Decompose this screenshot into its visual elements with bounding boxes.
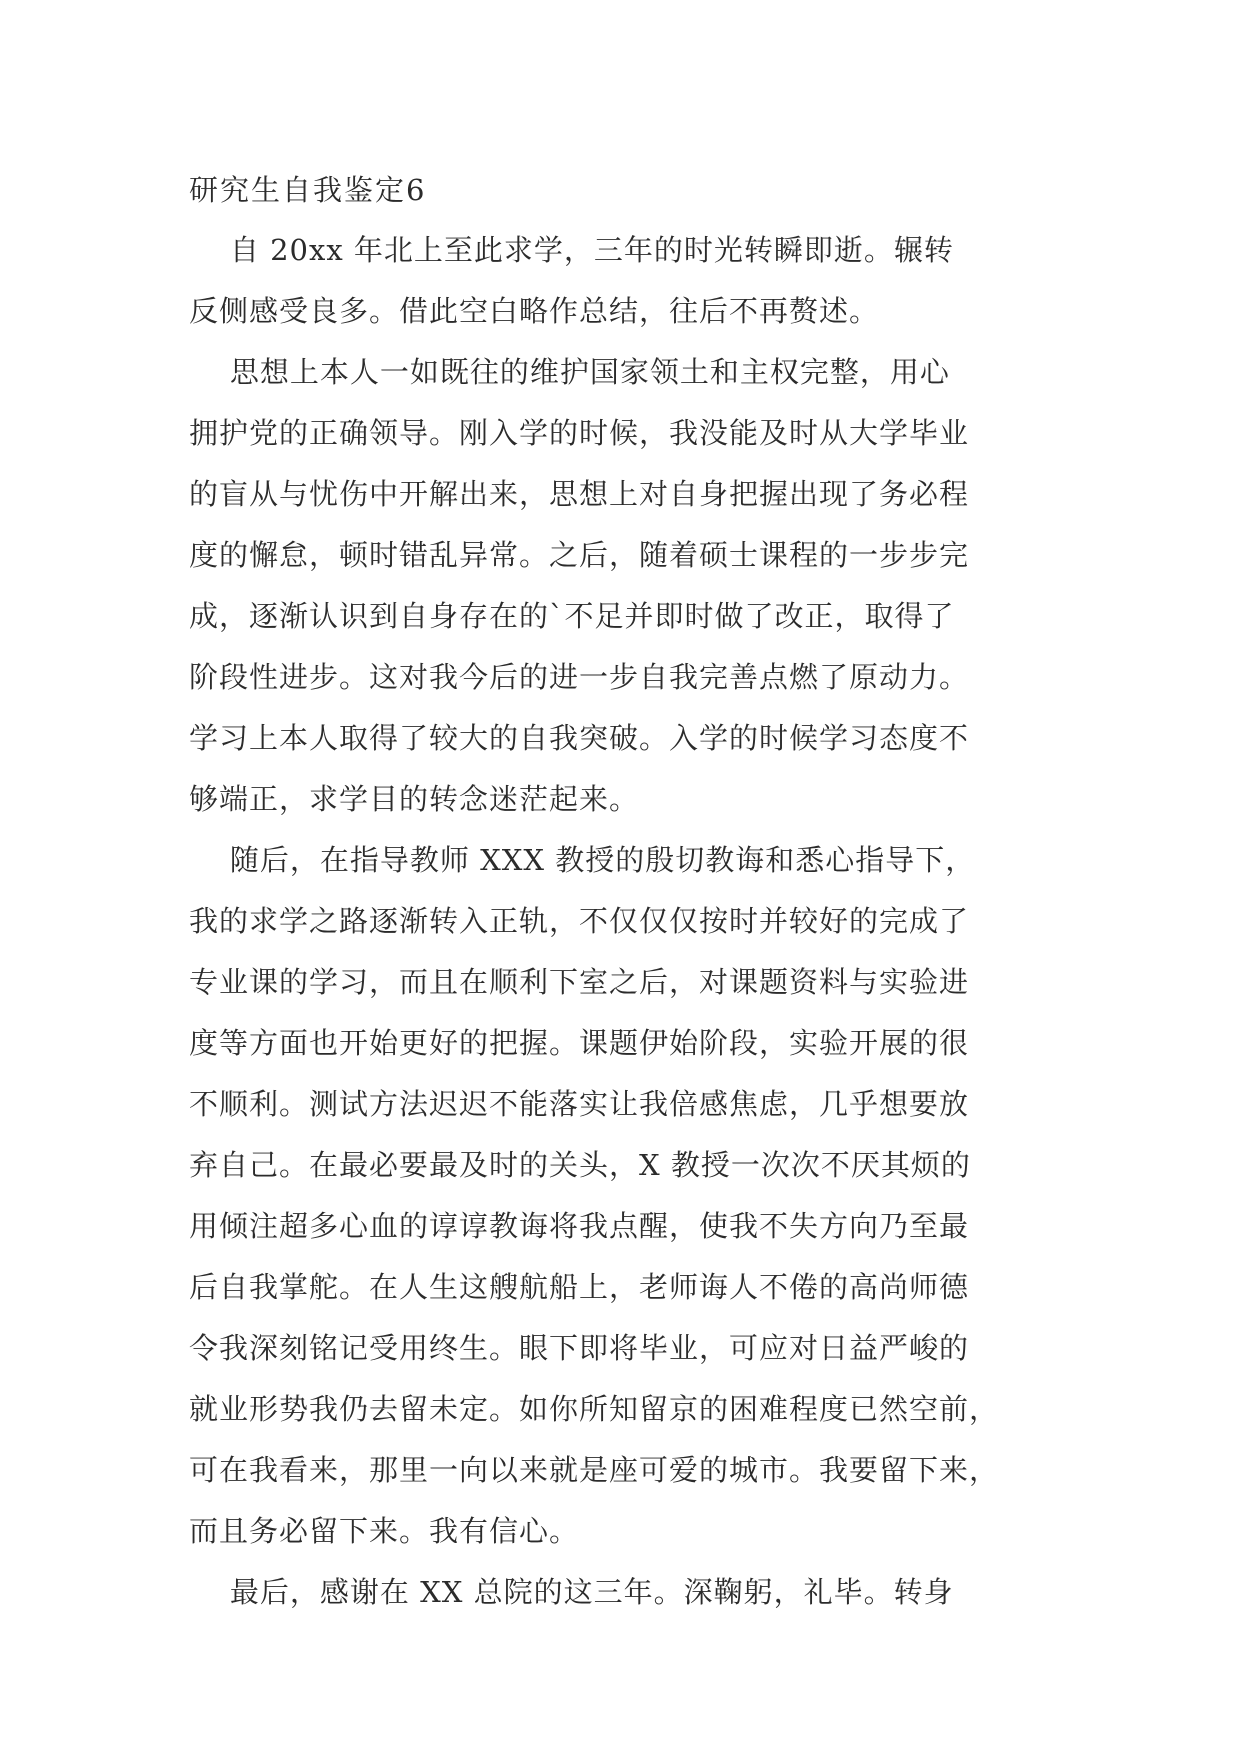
paragraph-line: 够端正，求学目的转念迷茫起来。 — [189, 782, 640, 816]
paragraph-line: 反侧感受良多。借此空白略作总结，往后不再赘述。 — [189, 294, 880, 328]
paragraph-line: 用倾注超多心血的谆谆教诲将我点醒，使我不失方向乃至最 — [189, 1209, 970, 1243]
paragraph-line: 专业课的学习，而且在顺利下室之后，对课题资料与实验进 — [189, 965, 970, 999]
paragraph-line: 后自我掌舵。在人生这艘航船上，老师诲人不倦的高尚师德 — [189, 1270, 970, 1304]
paragraph-line: 令我深刻铭记受用终生。眼下即将毕业，可应对日益严峻的 — [189, 1331, 970, 1365]
paragraph — [189, 830, 1069, 1562]
paragraph — [189, 220, 1069, 342]
paragraph-line: 的盲从与忧伤中开解出来，思想上对自身把握出现了务必程 — [189, 477, 970, 511]
paragraph — [189, 1562, 1069, 1623]
paragraph-line: 就业形势我仍去留未定。如你所知留京的困难程度已然空前， — [189, 1392, 1000, 1426]
paragraph-line: 自 20xx 年北上至此求学，三年的时光转瞬即逝。辗转 — [189, 233, 954, 267]
paragraph-line: 不顺利。测试方法迟迟不能落实让我倍感焦虑，几乎想要放 — [189, 1087, 970, 1121]
paragraph-line: 学习上本人取得了较大的自我突破。入学的时候学习态度不 — [189, 721, 970, 755]
document-body — [189, 160, 1069, 1623]
paragraph-line: 最后，感谢在 XX 总院的这三年。深鞠躬，礼毕。转身 — [189, 1575, 954, 1609]
paragraph-line: 拥护党的正确领导。刚入学的时候，我没能及时从大学毕业 — [189, 416, 970, 450]
paragraph-line: 我的求学之路逐渐转入正轨，不仅仅仅按时并较好的完成了 — [189, 904, 970, 938]
paragraph-line: 度等方面也开始更好的把握。课题伊始阶段，实验开展的很 — [189, 1026, 970, 1060]
paragraph-line: 思想上本人一如既往的维护国家领土和主权完整，用心 — [189, 355, 950, 389]
paragraph-line: 可在我看来，那里一向以来就是座可爱的城市。我要留下来， — [189, 1453, 1000, 1487]
paragraph-line: 弃自己。在最必要最及时的关头，X 教授一次次不厌其烦的 — [189, 1148, 971, 1182]
paragraph-line: 而且务必留下来。我有信心。 — [189, 1514, 580, 1548]
paragraph-line: 成，逐渐认识到自身存在的`不足并即时做了改正，取得了 — [189, 599, 955, 633]
paragraph-list — [189, 220, 1069, 1623]
paragraph — [189, 342, 1069, 830]
paragraph-line: 阶段性进步。这对我今后的进一步自我完善点燃了原动力。 — [189, 660, 970, 694]
document-title: 研究生自我鉴定6 — [189, 173, 427, 207]
paragraph-line: 度的懈怠，顿时错乱异常。之后，随着硕士课程的一步步完 — [189, 538, 970, 572]
paragraph-line: 随后，在指导教师 XXX 教授的殷切教诲和悉心指导下， — [189, 843, 976, 877]
